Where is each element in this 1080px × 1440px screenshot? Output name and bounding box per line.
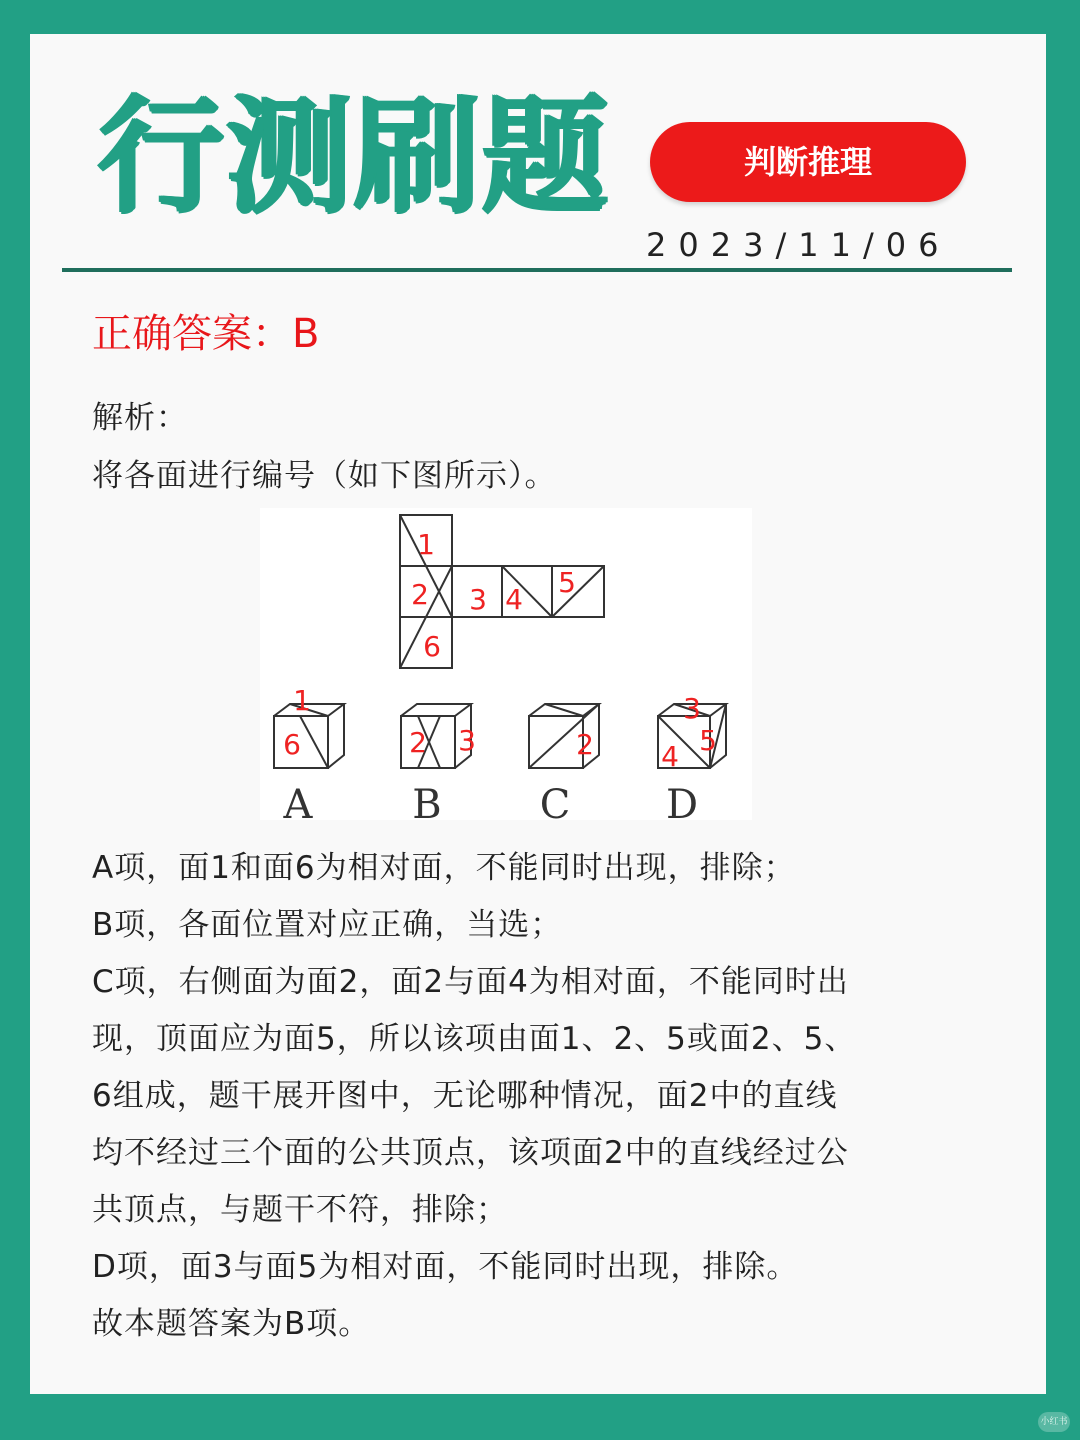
- option-d-number-3: 3: [683, 692, 701, 725]
- net-number-2: 2: [411, 578, 429, 611]
- correct-answer: 正确答案：B: [92, 311, 320, 357]
- analysis-label: 解析：: [92, 400, 188, 436]
- option-a-letter: A: [283, 782, 313, 820]
- option-b-number-2: 2: [409, 726, 427, 759]
- net-number-4: 4: [505, 583, 523, 616]
- cube-net-diagram: [260, 508, 752, 820]
- option-d-letter: D: [665, 782, 699, 820]
- explanation-line: 故本题答案为B项。: [92, 1306, 371, 1342]
- option-d-number-4: 4: [661, 740, 679, 773]
- explanation-line: 均不经过三个面的公共顶点，该项面2中的直线经过公: [92, 1135, 849, 1171]
- header-divider: [62, 268, 1012, 272]
- net-number-6: 6: [423, 630, 441, 663]
- cube-net-figure: [260, 508, 752, 820]
- option-d-number-5: 5: [699, 724, 717, 757]
- explanation-line: 现，顶面应为面5，所以该项由面1、2、5或面2、5、: [92, 1021, 857, 1057]
- explanation-line: 共顶点，与题干不符，排除；: [92, 1192, 508, 1228]
- category-badge: 判断推理: [650, 122, 966, 202]
- page-title: 行测刷题: [98, 83, 610, 230]
- net-number-5: 5: [558, 566, 576, 599]
- explanation-line: C项，右侧面为面2，面2与面4为相对面，不能同时出: [92, 964, 849, 1000]
- explanation-line: D项，面3与面5为相对面，不能同时出现，排除。: [92, 1249, 799, 1285]
- explanation-line: B项，各面位置对应正确，当选；: [92, 907, 563, 943]
- date-label: 2023/11/06: [646, 226, 951, 264]
- net-number-3: 3: [469, 583, 487, 616]
- option-c-number-2: 2: [576, 728, 594, 761]
- analysis-intro: 将各面进行编号（如下图所示）。: [92, 458, 557, 494]
- net-number-1: 1: [417, 528, 435, 561]
- option-a-number-6: 6: [283, 728, 301, 761]
- option-b-number-3: 3: [458, 724, 476, 757]
- option-a-number-1: 1: [293, 684, 311, 717]
- watermark-logo: 小红书: [1038, 1412, 1070, 1432]
- option-c-letter: C: [539, 782, 571, 820]
- explanation-line: 6组成，题干展开图中，无论哪种情况，面2中的直线: [92, 1078, 838, 1114]
- option-b-letter: B: [412, 782, 442, 820]
- explanation-line: A项，面1和面6为相对面，不能同时出现，排除；: [92, 850, 796, 886]
- explanation-body: [92, 840, 972, 1353]
